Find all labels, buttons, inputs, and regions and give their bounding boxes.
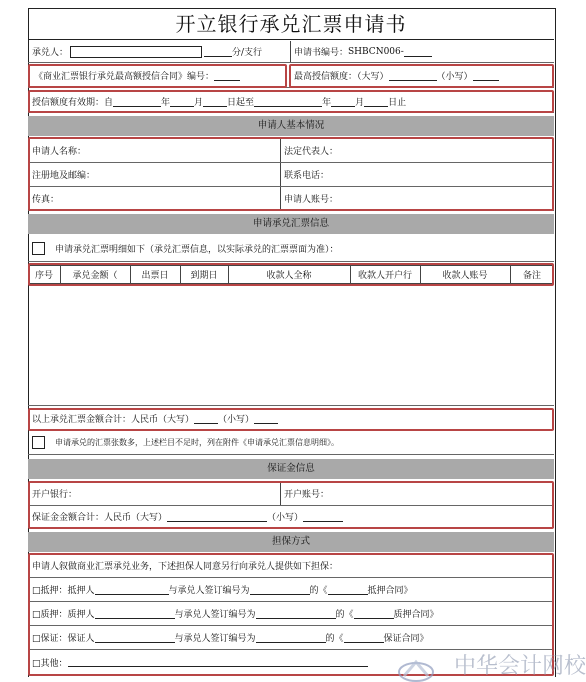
other-label[interactable]: □其他： — [32, 658, 68, 669]
credit-label: 最高授信额度：（大写） — [294, 72, 389, 82]
fax-label: 传真： — [32, 195, 60, 205]
year-label-2: 年 — [322, 98, 332, 108]
highlight-applicant — [28, 137, 554, 211]
col-payee-account: 收款人账号 — [442, 271, 488, 281]
phone-label: 联系电话： — [284, 171, 330, 181]
attachment-note: 申请承兑的汇票张数多，上述栏目不足时，列在附件《申请承兑汇票信息明细》。 — [55, 438, 339, 447]
to-day-label: 日止 — [388, 98, 407, 108]
guarantee-intro: 申请人叙做商业汇票承兑业务，下述担保人同意另行向承兑人提供如下担保： — [32, 562, 339, 572]
bill-detail-note: 申请承兑汇票明细如下（承兑汇票信息，以实际承兑的汇票票面为准）： — [55, 245, 339, 255]
col-remark: 备注 — [522, 271, 541, 281]
pledge-of-label: 的《 — [335, 610, 354, 620]
section-deposit-heading: 保证金信息 — [28, 459, 554, 479]
bill-total-label: 以上承兑汇票金额合计：人民币（大写） — [32, 415, 195, 425]
form-title: 开立银行承兑汇票申请书 — [28, 8, 554, 40]
guaranty-of-label: 的《 — [325, 634, 344, 644]
guaranty-contract-label: 保证合同》 — [383, 634, 429, 644]
mortgage-contract-label: 抵押合同》 — [367, 586, 413, 596]
highlight-deposit — [28, 481, 554, 529]
highlight-credit — [289, 64, 554, 88]
legal-rep-label: 法定代表人： — [284, 146, 339, 157]
col-payee-name: 收款人全称 — [266, 271, 312, 281]
acceptor-row — [28, 41, 554, 63]
highlight-table-header — [28, 263, 554, 286]
bill-table-body[interactable] — [28, 286, 554, 406]
deposit-total-label: 保证金金额合计：人民币（大写） — [32, 513, 168, 523]
col-due-date: 到期日 — [190, 271, 218, 281]
guaranty-prefix[interactable]: □保证：保证人 — [32, 634, 95, 644]
bill-note-row — [28, 236, 554, 262]
deposit-account-label: 开户账号： — [284, 490, 330, 500]
watermark-logo-icon — [396, 656, 436, 682]
acceptor-input[interactable] — [70, 46, 202, 58]
section-guarantee-heading: 担保方式 — [28, 532, 554, 552]
col-amount: 承兑金额（ — [72, 271, 118, 281]
attachment-checkbox[interactable] — [32, 436, 45, 449]
mortgage-sign-mid: 与承兑人签订编号为 — [168, 586, 250, 596]
app-no-label: 申请书编号： — [294, 48, 349, 58]
bill-total-small-label: （小写） — [218, 415, 255, 425]
month-label: 月 — [194, 98, 204, 108]
month-label-2: 月 — [355, 98, 365, 108]
col-payee-bank: 收款人开户行 — [357, 271, 412, 281]
branch-label: 分/支行 — [232, 48, 263, 58]
pledge-sign-mid: 与承兑人签订编号为 — [174, 610, 256, 620]
deposit-bank-label: 开户银行： — [32, 490, 78, 500]
address-label: 注册地及邮编： — [32, 171, 96, 181]
col-issue-date: 出票日 — [141, 271, 169, 281]
acceptor-label: 承兑人： — [32, 48, 69, 58]
highlight-contract — [28, 64, 287, 88]
watermark-text: 中华会计网校 — [453, 654, 586, 679]
pledge-contract-label: 质押合同》 — [393, 610, 439, 620]
section-bill-heading: 申请承兑汇票信息 — [28, 214, 554, 234]
mortgage-prefix[interactable]: □抵押：抵押人 — [32, 586, 95, 596]
bill-detail-checkbox[interactable] — [32, 242, 45, 255]
applicant-account-label: 申请人账号： — [284, 195, 339, 205]
mortgage-of-label: 的《 — [309, 586, 328, 596]
col-seq: 序号 — [34, 271, 53, 281]
branch-blank[interactable] — [204, 47, 232, 57]
attachment-row — [28, 431, 554, 455]
guaranty-sign-mid: 与承兑人签订编号为 — [174, 634, 256, 644]
validity-label: 授信额度有效期：自 — [32, 98, 114, 108]
deposit-small-label: （小写） — [267, 513, 304, 523]
section-applicant-heading: 申请人基本情况 — [28, 116, 554, 136]
highlight-validity — [28, 90, 554, 113]
pledge-prefix[interactable]: □质押：质押人 — [32, 610, 95, 620]
year-label: 年 — [161, 98, 171, 108]
app-no-value: SHBCN006- — [348, 46, 404, 57]
contract-label: 《商业汇票银行承兑最高额授信合同》编号： — [34, 72, 215, 82]
credit-small-label: （小写） — [436, 72, 473, 82]
from-day-label: 日起至 — [227, 98, 255, 108]
applicant-name-label: 申请人名称： — [32, 146, 87, 157]
highlight-bill-total — [28, 408, 554, 431]
app-no-blank[interactable] — [404, 47, 432, 57]
